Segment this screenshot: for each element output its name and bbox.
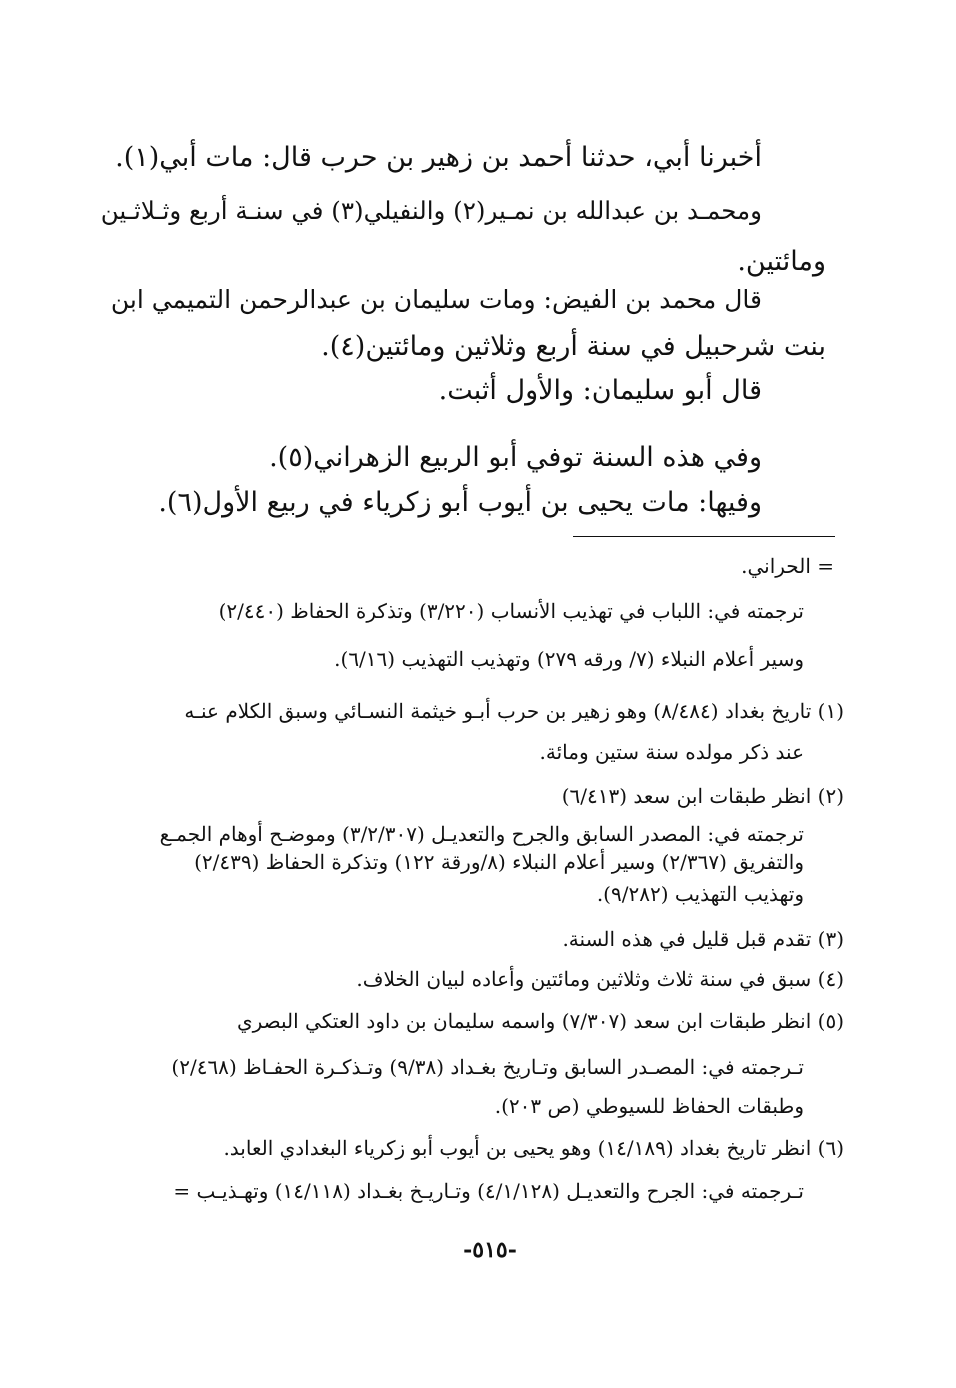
footnote-line: ترجمته في: اللباب في تهذيب الأنساب (٣/٢٢٠) وتذكرة الحفاظ (٢/٤٤٠): [218, 599, 804, 623]
main-text-line: ومائتين.: [737, 246, 826, 277]
footnote-divider: [573, 536, 835, 537]
main-text-line: وفي هذه السنة توفي أبو الربيع الزهراني(٥).: [269, 442, 762, 473]
footnote-line: (٢) انظر طبقات ابن سعد (٦/٤١٣): [561, 784, 844, 808]
footnote-line: ترجمته في: المصدر السابق والجرح والتعديـل (٣/٢/٣٠٧) وموضـح أوهام الجمـع: [159, 822, 804, 846]
footnote-line: وسير أعلام النبلاء (٧/ ورقه ٢٧٩) وتهذيب التهذيب (٦/١٦).: [334, 647, 804, 671]
footnote-line: تـرجمته في: المصـدر السابق وتـاريخ بغـداد (٩/٣٨) وتـذكـرة الحفـاظ (٢/٤٦٨): [171, 1055, 804, 1079]
main-text-line: ومحمـد بن عبدالله بن نمـير(٢) والنفيلي(٣) في سنـة أربع وثـلاثـين: [100, 196, 762, 225]
footnote-line: = الحراني.: [741, 554, 834, 578]
main-text-line: قال محمد بن الفيض: ومات سليمان بن عبدالرحمن التميمي ابن: [110, 285, 762, 314]
footnote-line: (٥) انظر طبقات ابن سعد (٧/٣٠٧) واسمه سليمان بن داود العتكي البصري: [236, 1009, 844, 1033]
footnote-line: (٤) سبق في سنة ثلاث وثلاثين ومائتين وأعاده لبيان الخلاف.: [356, 967, 844, 991]
footnote-line: (٣) تقدم قبل قليل في هذه السنة.: [562, 927, 844, 951]
footnote-line: عند ذكر مولده سنة ستين ومائة.: [539, 740, 804, 764]
main-text-line: بنت شرحبيل في سنة أربع وثلاثين ومائتين(٤).: [321, 331, 826, 362]
footnote-line: (١) تاريخ بغداد (٨/٤٨٤) وهو زهير بن حرب أبـو خيثمة النسـائي وسبق الكلام عنـه: [184, 699, 844, 723]
page-number: -٥١٥-: [463, 1237, 517, 1263]
footnote-line: (٦) انظر تاريخ بغداد (١٤/١٨٩) وهو يحيى بن أيوب أبو زكرياء البغدادي العابد.: [223, 1136, 844, 1160]
footnote-line: وطبقات الحفاظ للسيوطي (ص ٢٠٣).: [494, 1094, 804, 1118]
footnote-line: تـرجمته في: الجرح والتعديـل (٤/١/١٢٨) وتـاريـخ بغـداد (١٤/١١٨) وتهـذيـب =: [173, 1179, 804, 1203]
main-text-line: قال أبو سليمان: والأول أثبت.: [438, 375, 762, 406]
footnote-line: والتفريق (٢/٣٦٧) وسير أعلام النبلاء (٨/ورقة ١٢٢) وتذكرة الحفاظ (٢/٤٣٩): [194, 850, 804, 874]
main-text-line: أخبرنا أبي، حدثنا أحمد بن زهير بن حرب قال: مات أبي(١).: [115, 142, 762, 173]
footnote-line: وتهذيب التهذيب (٩/٢٨٢).: [596, 882, 804, 906]
main-text-line: وفيها: مات يحيى بن أيوب أبو زكرياء في ربيع الأول(٦).: [158, 487, 762, 518]
